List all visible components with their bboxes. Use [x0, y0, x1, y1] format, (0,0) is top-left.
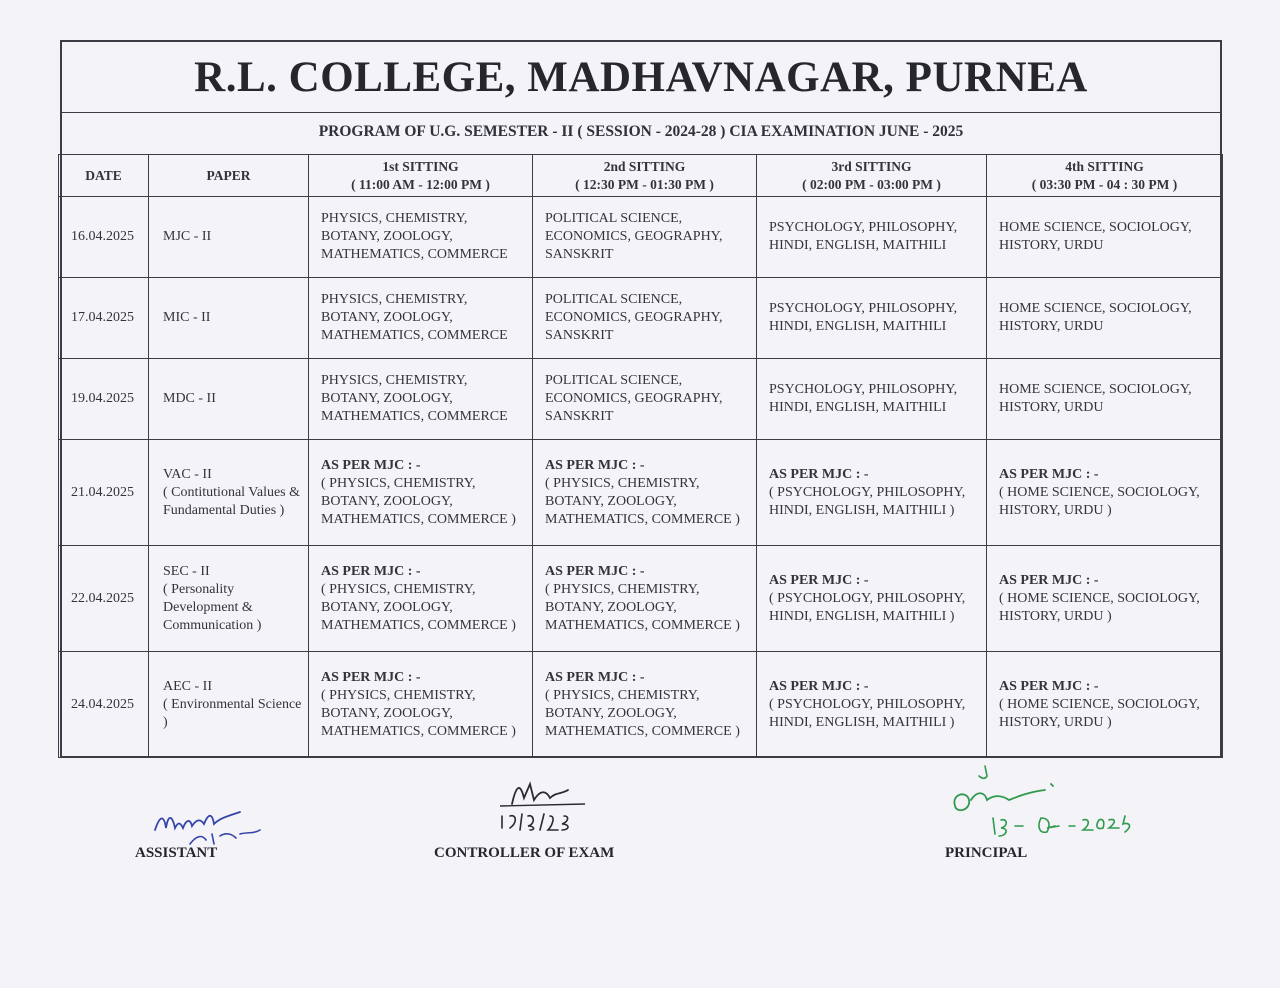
- table-header-row: [59, 155, 1223, 197]
- cell-date: 19.04.2025: [59, 359, 149, 440]
- cell-sitting-1: AS PER MJC : - ( PHYSICS, CHEMISTRY, BOTANY, ZOOLOGY, MATHEMATICS, COMMERCE ): [309, 440, 533, 546]
- cell-sitting-3: PSYCHOLOGY, PHILOSOPHY, HINDI, ENGLISH, MAITHILI: [757, 278, 987, 359]
- exam-schedule-table: [58, 154, 1223, 758]
- header-sitting-1: 1st SITTING ( 11:00 AM - 12:00 PM ): [309, 155, 533, 197]
- table-row: [59, 652, 1223, 758]
- cell-sitting-2: POLITICAL SCIENCE, ECONOMICS, GEOGRAPHY, SANSKRIT: [533, 197, 757, 278]
- cell-date: 24.04.2025: [59, 652, 149, 758]
- college-title: R.L. COLLEGE, MADHAVNAGAR, PURNEA: [62, 42, 1220, 113]
- cell-paper: MIC - II: [149, 278, 309, 359]
- cell-sitting-2: POLITICAL SCIENCE, ECONOMICS, GEOGRAPHY, SANSKRIT: [533, 359, 757, 440]
- timetable-sheet: [60, 40, 1222, 758]
- table-row: [59, 546, 1223, 652]
- cell-paper: AEC - II ( Environmental Science ): [149, 652, 309, 758]
- cell-date: 16.04.2025: [59, 197, 149, 278]
- cell-sitting-4: HOME SCIENCE, SOCIOLOGY, HISTORY, URDU: [987, 278, 1223, 359]
- controller-signature: [490, 776, 600, 834]
- principal-signature: [945, 760, 1145, 840]
- table-row: [59, 359, 1223, 440]
- cell-sitting-3: PSYCHOLOGY, PHILOSOPHY, HINDI, ENGLISH, MAITHILI: [757, 359, 987, 440]
- assistant-signature: [150, 800, 270, 850]
- controller-label: CONTROLLER OF EXAM: [434, 845, 615, 861]
- cell-sitting-4: HOME SCIENCE, SOCIOLOGY, HISTORY, URDU: [987, 197, 1223, 278]
- cell-sitting-2: AS PER MJC : - ( PHYSICS, CHEMISTRY, BOTANY, ZOOLOGY, MATHEMATICS, COMMERCE ): [533, 546, 757, 652]
- cell-sitting-2: POLITICAL SCIENCE, ECONOMICS, GEOGRAPHY, SANSKRIT: [533, 278, 757, 359]
- cell-paper: VAC - II ( Contitutional Values & Fundamental Duties ): [149, 440, 309, 546]
- cell-date: 21.04.2025: [59, 440, 149, 546]
- cell-sitting-4: AS PER MJC : - ( HOME SCIENCE, SOCIOLOGY, HISTORY, URDU ): [987, 652, 1223, 758]
- cell-sitting-4: HOME SCIENCE, SOCIOLOGY, HISTORY, URDU: [987, 359, 1223, 440]
- cell-sitting-3: AS PER MJC : - ( PSYCHOLOGY, PHILOSOPHY, HINDI, ENGLISH, MAITHILI ): [757, 440, 987, 546]
- cell-sitting-3: PSYCHOLOGY, PHILOSOPHY, HINDI, ENGLISH, MAITHILI: [757, 197, 987, 278]
- cell-sitting-1: AS PER MJC : - ( PHYSICS, CHEMISTRY, BOTANY, ZOOLOGY, MATHEMATICS, COMMERCE ): [309, 546, 533, 652]
- cell-sitting-2: AS PER MJC : - ( PHYSICS, CHEMISTRY, BOTANY, ZOOLOGY, MATHEMATICS, COMMERCE ): [533, 440, 757, 546]
- cell-sitting-4: AS PER MJC : - ( HOME SCIENCE, SOCIOLOGY, HISTORY, URDU ): [987, 546, 1223, 652]
- cell-sitting-1: PHYSICS, CHEMISTRY, BOTANY, ZOOLOGY, MATHEMATICS, COMMERCE: [309, 197, 533, 278]
- cell-paper: MJC - II: [149, 197, 309, 278]
- header-paper: PAPER: [149, 155, 309, 197]
- exam-program-subtitle: PROGRAM OF U.G. SEMESTER - II ( SESSION - 2024-28 ) CIA EXAMINATION JUNE - 2025: [318, 123, 964, 140]
- cell-sitting-2: AS PER MJC : - ( PHYSICS, CHEMISTRY, BOTANY, ZOOLOGY, MATHEMATICS, COMMERCE ): [533, 652, 757, 758]
- header-sitting-2: 2nd SITTING ( 12:30 PM - 01:30 PM ): [533, 155, 757, 197]
- cell-sitting-1: AS PER MJC : - ( PHYSICS, CHEMISTRY, BOTANY, ZOOLOGY, MATHEMATICS, COMMERCE ): [309, 652, 533, 758]
- header-sitting-3: 3rd SITTING ( 02:00 PM - 03:00 PM ): [757, 155, 987, 197]
- header-date: DATE: [59, 155, 149, 197]
- cell-sitting-3: AS PER MJC : - ( PSYCHOLOGY, PHILOSOPHY, HINDI, ENGLISH, MAITHILI ): [757, 652, 987, 758]
- table-row: [59, 197, 1223, 278]
- cell-sitting-1: PHYSICS, CHEMISTRY, BOTANY, ZOOLOGY, MATHEMATICS, COMMERCE: [309, 278, 533, 359]
- cell-paper: MDC - II: [149, 359, 309, 440]
- assistant-label: ASSISTANT: [135, 845, 218, 861]
- cell-date: 17.04.2025: [59, 278, 149, 359]
- table-row: [59, 278, 1223, 359]
- principal-label: PRINCIPAL: [945, 845, 1028, 861]
- cell-date: 22.04.2025: [59, 546, 149, 652]
- table-row: [59, 440, 1223, 546]
- header-sitting-4: 4th SITTING ( 03:30 PM - 04 : 30 PM ): [987, 155, 1223, 197]
- cell-paper: SEC - II ( Personality Development & Communication ): [149, 546, 309, 652]
- cell-sitting-3: AS PER MJC : - ( PSYCHOLOGY, PHILOSOPHY, HINDI, ENGLISH, MAITHILI ): [757, 546, 987, 652]
- cell-sitting-4: AS PER MJC : - ( HOME SCIENCE, SOCIOLOGY, HISTORY, URDU ): [987, 440, 1223, 546]
- cell-sitting-1: PHYSICS, CHEMISTRY, BOTANY, ZOOLOGY, MATHEMATICS, COMMERCE: [309, 359, 533, 440]
